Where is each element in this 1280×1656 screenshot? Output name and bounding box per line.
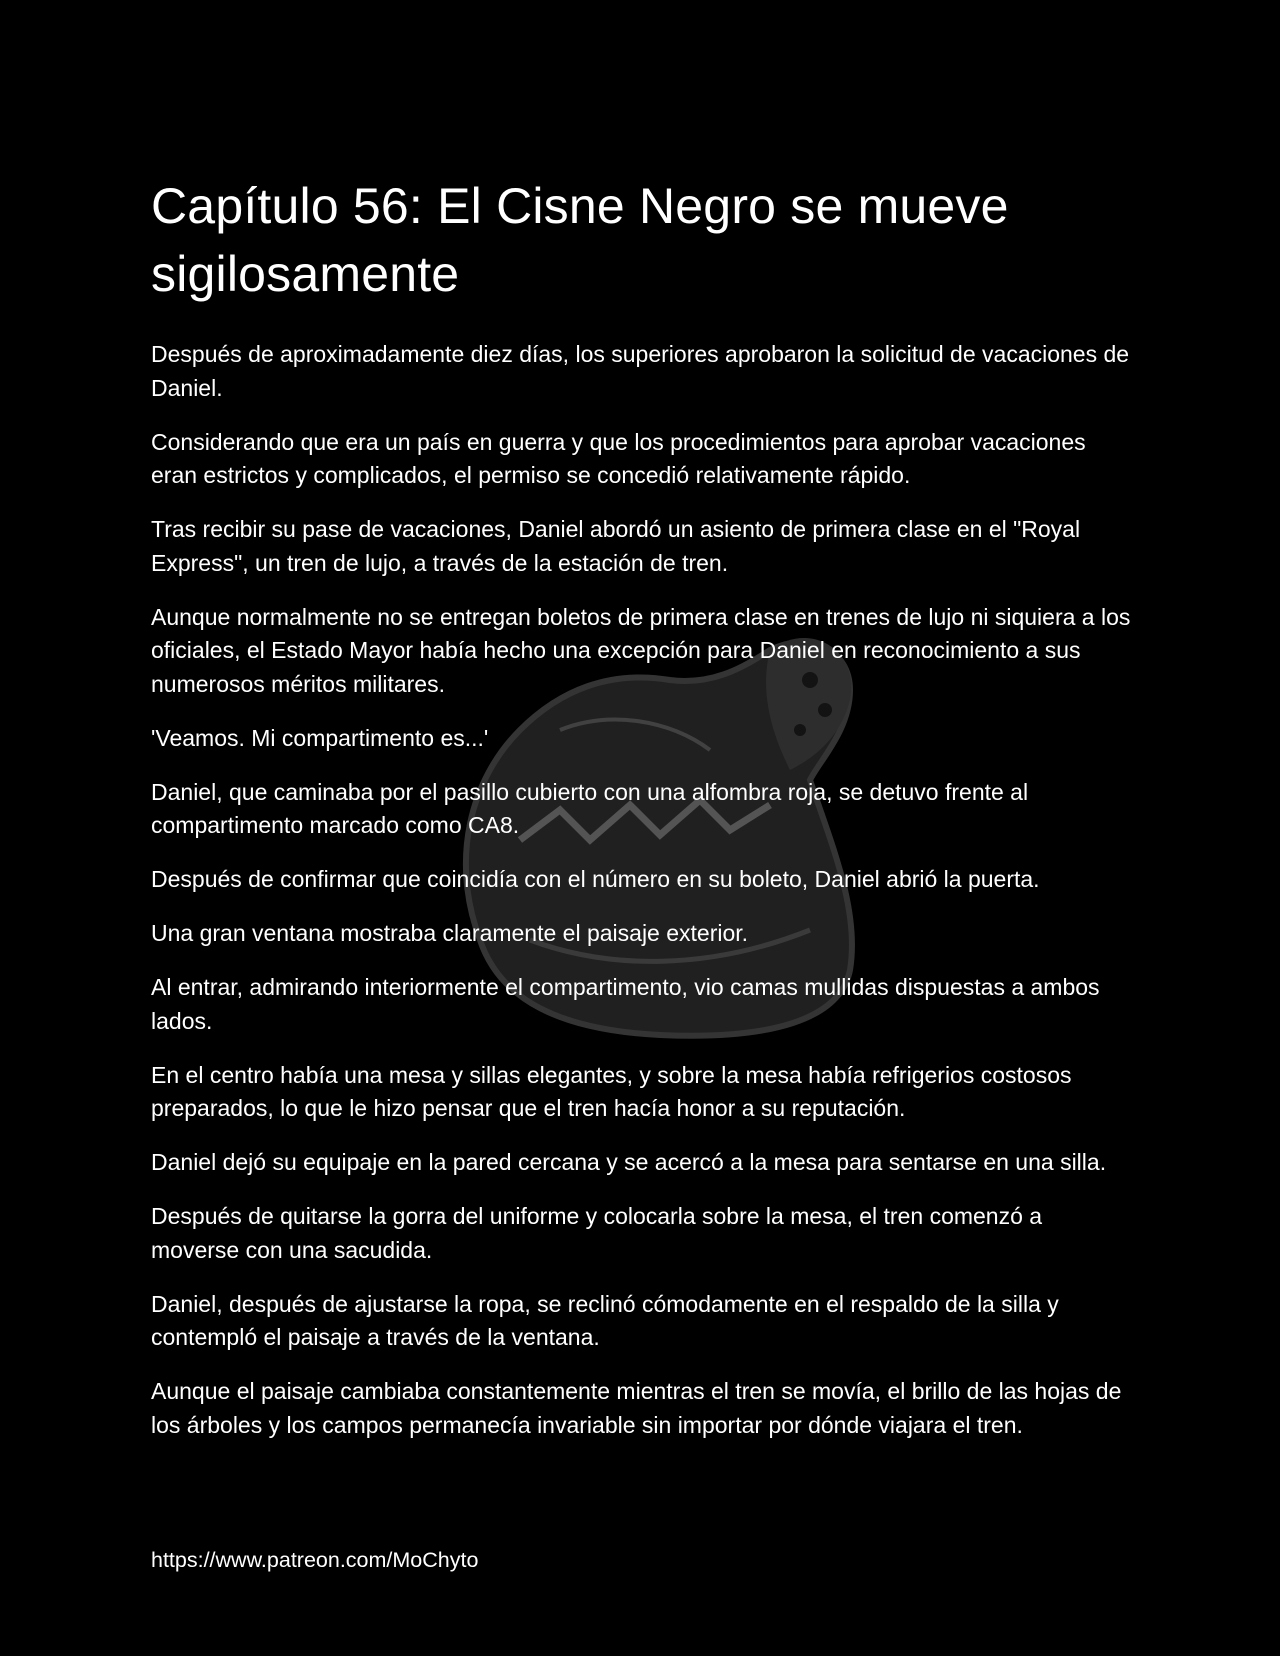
patreon-link[interactable]: https://www.patreon.com/MoChyto [151,1548,479,1572]
paragraph: Daniel, que caminaba por el pasillo cubierto con una alfombra roja, se detuvo frente al compartimento marcado como CA8. [151,778,1029,838]
paragraph: Después de aproximadamente diez días, los superiores aprobaron la solicitud de vacaciones de Daniel. [151,341,1130,401]
paragraph: Después de quitarse la gorra del uniforme y colocarla sobre la mesa, el tren comenzó a moverse con una sacudida. [151,1203,1043,1263]
paragraph: 'Veamos. Mi compartimento es...' [151,724,489,751]
paragraph: Al entrar, admirando interiormente el compartimento, vio camas mullidas dispuestas a ambos lados. [151,974,1100,1034]
paragraph: Aunque el paisaje cambiaba constantemente mientras el tren se movía, el brillo de las hojas de los árboles y los campos permanecía invariable sin importar por dónde viajara el tren. [151,1378,1122,1438]
paragraph: Considerando que era un país en guerra y que los procedimientos para aprobar vacaciones eran estrictos y complicados, el permiso se concedió relativamente rápido. [151,428,1086,488]
paragraph: En el centro había una mesa y sillas elegantes, y sobre la mesa había refrigerios costosos preparados, lo que le hizo pensar que el tren hacía honor a su reputación. [151,1061,1072,1121]
paragraph: Daniel, después de ajustarse la ropa, se reclinó cómodamente en el respaldo de la silla y contempló el paisaje a través de la ventana. [151,1290,1059,1350]
chapter-title: Capítulo 56: El Cisne Negro se mueve sigilosamente [151,178,1009,302]
chapter-body [151,338,1136,1442]
chapter-content [151,172,1136,1463]
paragraph: Después de confirmar que coincidía con el número en su boleto, Daniel abrió la puerta. [151,866,1040,892]
paragraph: Tras recibir su pase de vacaciones, Daniel abordó un asiento de primera clase en el "Royal Express", un tren de lujo, a través de la estación de tren. [151,516,1081,576]
paragraph: Aunque normalmente no se entregan boletos de primera clase en trenes de lujo ni siquiera a los oficiales, el Estado Mayor había hecho una excepción para Daniel en reconocimiento a sus numerosos méritos militares. [151,603,1131,697]
paragraph: Daniel dejó su equipaje en la pared cercana y se acercó a la mesa para sentarse en una silla. [151,1149,1107,1175]
paragraph: Una gran ventana mostraba claramente el paisaje exterior. [151,920,749,946]
